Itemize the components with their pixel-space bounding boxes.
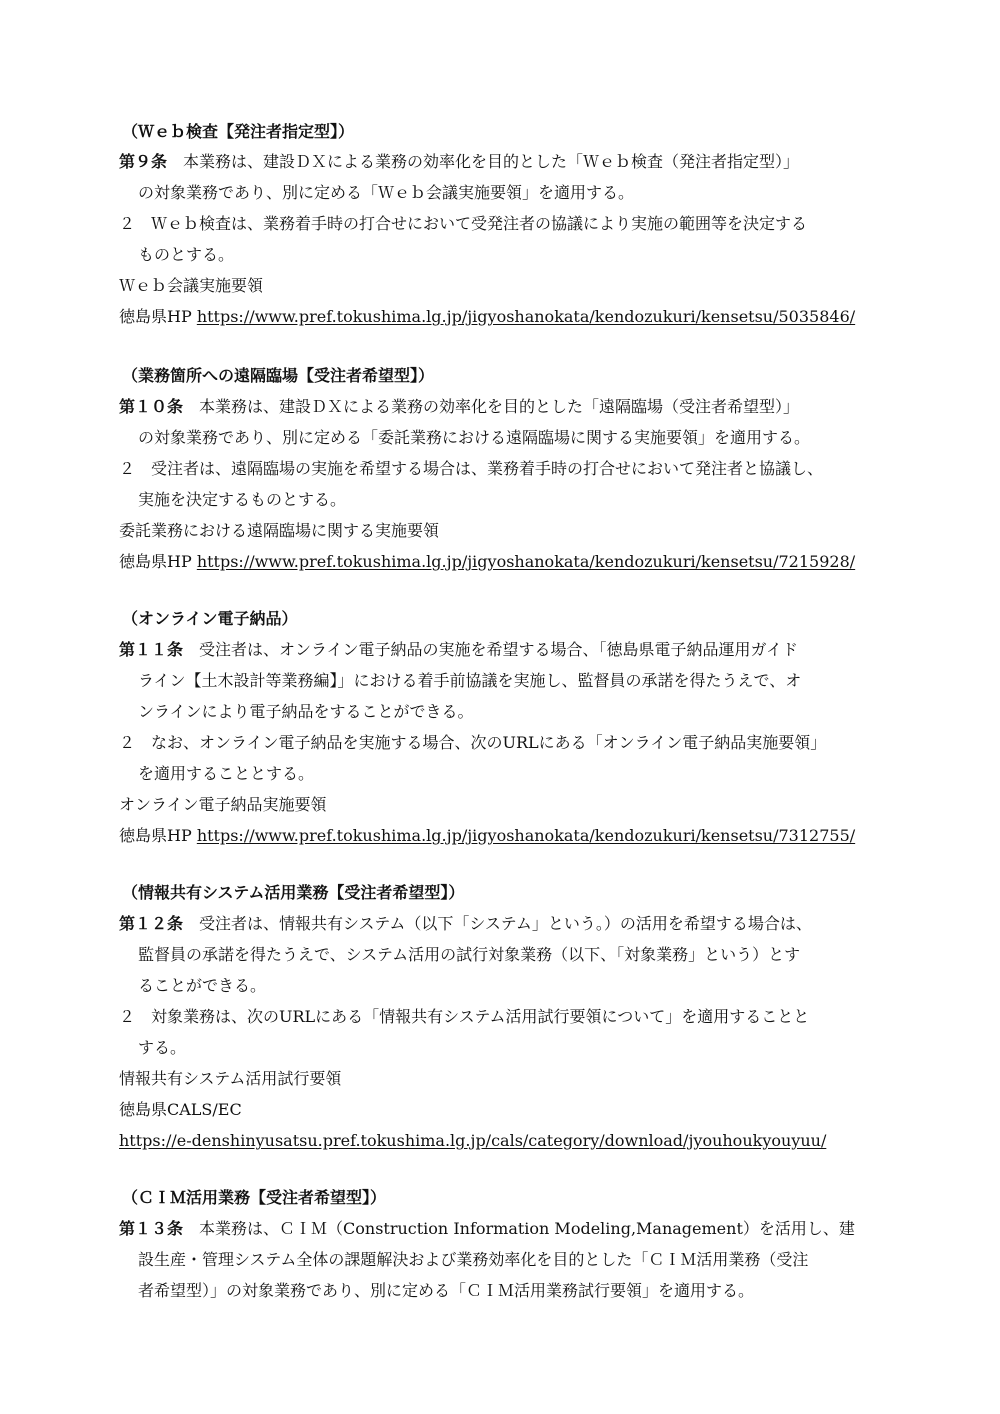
article-10-reference-line (119, 551, 855, 573)
section-10-heading: （業務箇所への遠隔臨場【受注者希望型】） (122, 366, 435, 385)
article-10-reference-link[interactable]: https://www.pref.tokushima.lg.jp/jigyoshanokata/kendozukuri/kensetsu/7215928/ (196, 552, 856, 571)
article-11-reference-link[interactable]: https://www.pref.tokushima.lg.jp/jigyoshanokata/kendozukuri/kensetsu/7312755/ (196, 826, 856, 845)
article-9-para-2-line-1: ２ Ｗｅｂ検査は、業務着手時の打合せにおいて受発注者の協議により実施の範囲等を決定する (119, 214, 808, 233)
article-12-reference-title: 情報共有システム活用試行要領 (119, 1069, 342, 1088)
article-10-text-1: 本業務は、建設ＤＸによる業務の効率化を目的とした「遠隔臨場（受注者希望型）」 (183, 397, 800, 416)
article-9-first-line (119, 151, 799, 173)
article-10-para-2-line-2: 実施を決定するものとする。 (138, 490, 347, 509)
article-9-label: 第９条 (119, 152, 168, 171)
article-12-reference-link[interactable]: https://e-denshinyusatsu.pref.tokushima.lg.jp/cals/category/download/jyouhoukyouyuu/ (119, 1131, 827, 1150)
article-9-text-2: の対象業務であり、別に定める「Ｗｅｂ会議実施要領」を適用する。 (138, 183, 635, 202)
article-12-label: 第１２条 (119, 914, 184, 933)
article-9-text-1: 本業務は、建設ＤＸによる業務の効率化を目的とした「Ｗｅｂ検査（発注者指定型）」 (167, 152, 800, 171)
article-9-reference-title: Ｗｅｂ会議実施要領 (119, 276, 264, 295)
article-11-reference-title: オンライン電子納品実施要領 (119, 795, 327, 814)
section-12-heading: （情報共有システム活用業務【受注者希望型】） (122, 883, 465, 902)
article-11-para-2-line-2: を適用することとする。 (138, 764, 315, 783)
article-9-reference-source: 徳島県HP (119, 307, 197, 326)
article-11-para-2-line-1: ２ なお、オンライン電子納品を実施する場合、次のURLにある「オンライン電子納品実施要領」 (119, 733, 827, 752)
article-12-text-2: 監督員の承諾を得たうえで、システム活用の試行対象業務（以下、「対象業務」という）とす (138, 945, 801, 964)
article-9-reference-line (119, 306, 855, 328)
article-10-reference-title: 委託業務における遠隔臨場に関する実施要領 (119, 521, 440, 540)
article-12-para-2-line-2: する。 (138, 1038, 187, 1057)
article-13-text-1: 本業務は、ＣＩＭ（Construction Information Modeling,Management）を活用し、建 (183, 1219, 855, 1238)
article-12-text-3: ることができる。 (138, 976, 267, 995)
section-9-heading: （Ｗｅｂ検査【発注者指定型】） (122, 122, 355, 141)
article-12-first-line (119, 913, 812, 935)
article-11-first-line (119, 639, 798, 661)
article-13-first-line (119, 1218, 855, 1240)
article-11-text-3: ンラインにより電子納品をすることができる。 (138, 702, 474, 721)
article-11-reference-source: 徳島県HP (119, 826, 197, 845)
article-13-text-2: 設生産・管理システム全体の課題解決および業務効率化を目的とした「ＣＩＭ活用業務（受注 (138, 1250, 809, 1269)
article-11-text-1: 受注者は、オンライン電子納品の実施を希望する場合、「徳島県電子納品運用ガイド (183, 640, 799, 659)
article-13-label: 第１３条 (119, 1219, 184, 1238)
article-11-reference-line (119, 825, 855, 847)
article-12-reference-line (119, 1130, 826, 1152)
article-10-first-line (119, 396, 799, 418)
article-9-para-2-line-2: ものとする。 (138, 245, 235, 264)
article-10-reference-source: 徳島県HP (119, 552, 197, 571)
article-10-label: 第１０条 (119, 397, 184, 416)
article-11-label: 第１１条 (119, 640, 184, 659)
article-10-text-2: の対象業務であり、別に定める「委託業務における遠隔臨場に関する実施要領」を適用する。 (138, 428, 811, 447)
section-13-heading: （ＣＩＭ活用業務【受注者希望型】） (122, 1188, 387, 1207)
article-12-text-1: 受注者は、情報共有システム（以下「システム」という。）の活用を希望する場合は、 (183, 914, 812, 933)
article-13-text-3: 者希望型）」の対象業務であり、別に定める「ＣＩＭ活用業務試行要領」を適用する。 (138, 1281, 755, 1300)
article-11-text-2: ライン【土木設計等業務編】」における着手前協議を実施し、監督員の承諾を得たうえで、オ (138, 671, 802, 690)
article-10-para-2-line-1: ２ 受注者は、遠隔臨場の実施を希望する場合は、業務着手時の打合せにおいて発注者と協議し、 (119, 459, 824, 478)
article-12-para-2-line-1: ２ 対象業務は、次のURLにある「情報共有システム活用試行要領について」を適用することと (119, 1007, 810, 1026)
article-9-reference-link[interactable]: https://www.pref.tokushima.lg.jp/jigyoshanokata/kendozukuri/kensetsu/5035846/ (196, 307, 856, 326)
article-12-reference-source: 徳島県CALS/EC (119, 1100, 242, 1119)
section-11-heading: （オンライン電子納品） (122, 609, 298, 628)
